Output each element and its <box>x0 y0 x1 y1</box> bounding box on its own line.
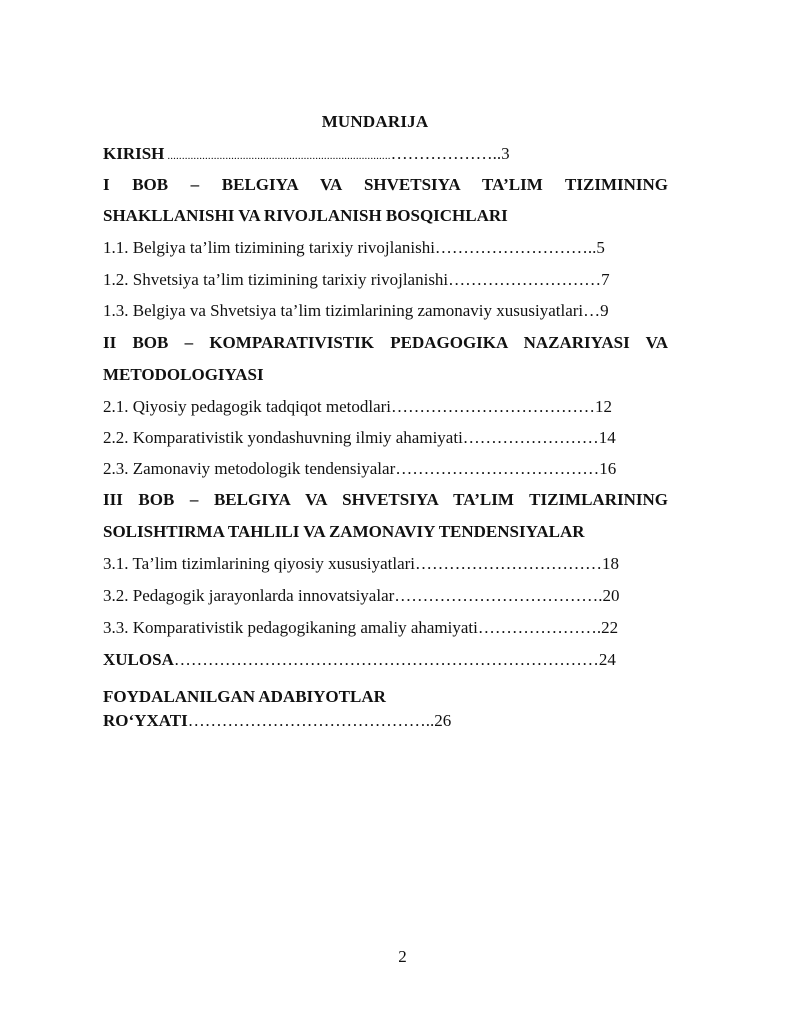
chapter-3-title-line-2: SOLISHTIRMA TAHLILI VA ZAMONAVIY TENDENSIYALAR <box>103 522 585 541</box>
toc-entry-2-1: 2.1. Qiyosiy pedagogik tadqiqot metodlari………………………………12 <box>103 397 613 416</box>
toc-entry-3-2: 3.2. Pedagogik jarayonlarda innovatsiyalar……………………………….20 <box>103 586 620 605</box>
toc-entry-adabiyotlar-label: RO‘YXATI <box>103 711 188 730</box>
toc-entry-xulosa-label: XULOSA <box>103 650 174 669</box>
toc-entry-1-1: 1.1. Belgiya ta’lim tizimining tarixiy rivojlanishi………………………..5 <box>103 238 605 257</box>
toc-entry-xulosa <box>103 649 668 671</box>
toc-entry-3-1: 3.1. Ta’lim tizimlarining qiyosiy xususiyatlari……………………………18 <box>103 554 620 573</box>
toc-entry-1-3: 1.3. Belgiya va Shvetsiya ta’lim tizimlarining zamonaviy xususiyatlari…9 <box>103 301 609 320</box>
chapter-1-title-line-2: SHAKLLANISHI VA RIVOJLANISH BOSQICHLARI <box>103 206 508 225</box>
toc-entry-3-3: 3.3. Komparativistik pedagogikaning amaliy ahamiyati………………….22 <box>103 618 619 637</box>
toc-entry-kirish-label: KIRISH <box>103 144 165 163</box>
toc-entry-kirish <box>103 143 668 167</box>
chapter-3-title-line-1: III BOB – BELGIYA VA SHVETSIYA TA’LIM TIZIMLARINING <box>103 490 668 509</box>
toc-entry-adabiyotlar-line-1: FOYDALANILGAN ADABIYOTLAR <box>103 687 386 706</box>
chapter-1-title-line-1: I BOB – BELGIYA VA SHVETSIYA TA’LIM TIZIMINING <box>103 175 668 194</box>
page-number: 2 <box>398 947 407 966</box>
toc-entry-kirish-page: 3 <box>501 144 510 163</box>
toc-entry-xulosa-dots-page: …………………………………………………………………24 <box>173 650 616 669</box>
toc-entry-2-2: 2.2. Komparativistik yondashuvning ilmiy ahamiyati……………………14 <box>103 428 616 447</box>
chapter-2-title-line-2: METODOLOGIYASI <box>103 365 264 384</box>
toc-entry-adabiyotlar-dots-page: ……………………………………..26 <box>187 711 452 730</box>
chapter-2-title-line-1: II BOB – KOMPARATIVISTIK PEDAGOGIKA NAZARIYASI VA <box>103 333 668 352</box>
toc-entry-2-3: 2.3. Zamonaviy metodologik tendensiyalar………………………………16 <box>103 459 617 478</box>
toc-entry-adabiyotlar-line-2 <box>103 710 668 732</box>
toc-heading: MUNDARIJA <box>321 112 429 131</box>
toc-entry-1-2: 1.2. Shvetsiya ta’lim tizimining tarixiy rivojlanishi………………………7 <box>103 270 610 289</box>
toc-entry-kirish-fine-dots: ............................................................................. <box>164 150 391 162</box>
toc-entry-kirish-coarse-dots: ……………….. <box>390 144 502 163</box>
